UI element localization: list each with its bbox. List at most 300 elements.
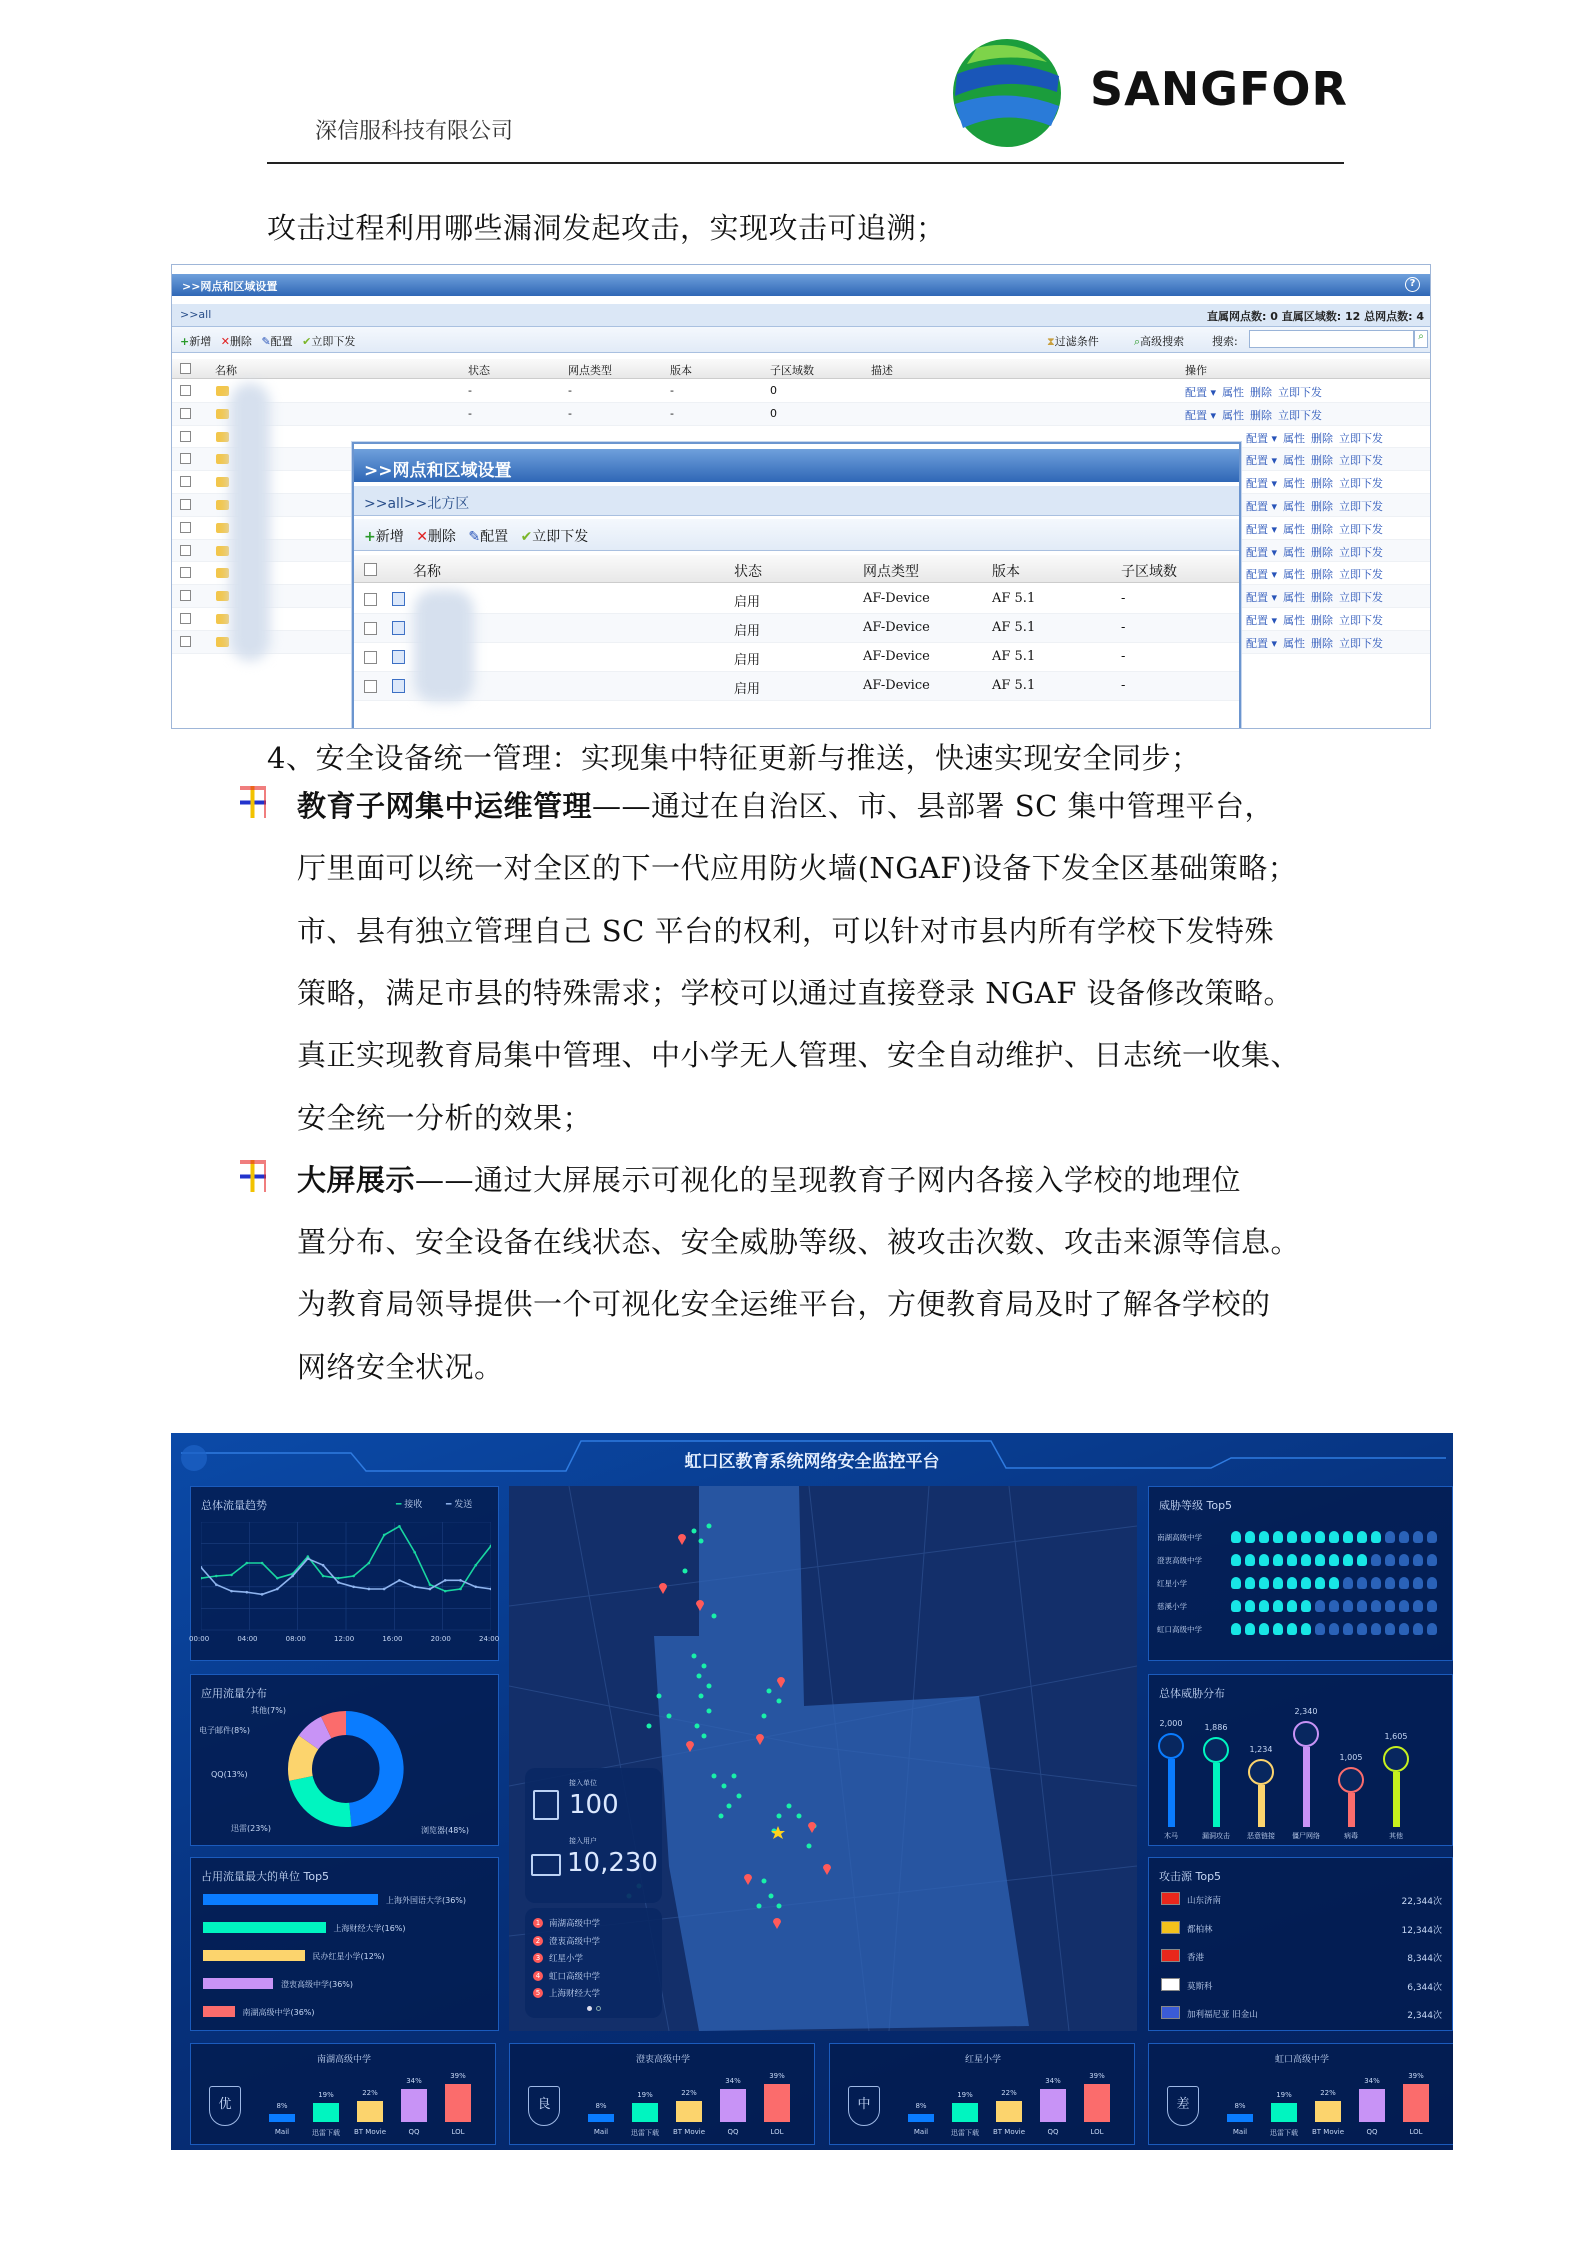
unit-bar: [203, 1922, 326, 1933]
school-dot: [692, 1654, 697, 1659]
action-config[interactable]: 配置 ▾: [1246, 545, 1278, 559]
app-bar-value: 22%: [681, 2088, 697, 2097]
breadcrumb-all[interactable]: >>all: [180, 308, 212, 321]
add-button[interactable]: 新增: [375, 529, 404, 545]
folder-icon: [216, 477, 229, 487]
app-bar-label: BT Movie: [672, 2128, 706, 2136]
column-header[interactable]: 网点类型: [863, 564, 919, 580]
column-header[interactable]: 状态: [734, 564, 762, 580]
advanced-search-button[interactable]: [1134, 333, 1184, 349]
action-config[interactable]: 配置 ▾: [1246, 431, 1278, 445]
action-props[interactable]: 属性: [1283, 522, 1306, 536]
skull-icon: [1371, 1577, 1381, 1589]
action-config[interactable]: 配置 ▾: [1185, 408, 1217, 422]
flag-icon: [1161, 1978, 1180, 1991]
app-bar: [1315, 2101, 1341, 2122]
row-actions: [1185, 407, 1328, 423]
threat-bar: [1213, 1763, 1220, 1827]
point-sent: [383, 1588, 386, 1591]
header-divider: [267, 162, 1344, 164]
action-props[interactable]: 属性: [1283, 591, 1306, 605]
bullet1-line: [297, 784, 1274, 825]
app-bar-value: 8%: [1234, 2102, 1246, 2111]
inner-breadcrumb[interactable]: >>all>>北方区: [354, 486, 1239, 516]
action-config[interactable]: 配置 ▾: [1246, 522, 1278, 536]
hex-logo-icon: [181, 1445, 207, 1471]
bullet1-text: 安全统一分析的效果；: [297, 1100, 593, 1135]
folder-icon: [216, 500, 229, 510]
alert-pin-icon: [659, 1583, 667, 1594]
company-name: 深信服科技有限公司: [315, 119, 514, 144]
action-delete[interactable]: 删除: [1311, 500, 1334, 513]
threat-dist-title: 总体威胁分布: [1159, 1687, 1225, 1700]
app-bar-value: 34%: [406, 2076, 422, 2085]
column-header[interactable]: 状态: [468, 364, 490, 377]
unit-bar: [203, 1894, 378, 1905]
device-icon: [392, 679, 405, 693]
action-delete[interactable]: 删除: [1311, 636, 1334, 650]
device-icon: [392, 592, 405, 606]
column-header[interactable]: 版本: [992, 564, 1020, 580]
app-bar: [313, 2103, 339, 2122]
flag-icon: [1161, 1949, 1180, 1962]
plus-icon: +: [364, 529, 376, 545]
point-sent: [245, 1591, 248, 1594]
action-deploy[interactable]: 立即下发: [1339, 568, 1384, 582]
search-label: 搜索:: [1212, 335, 1238, 348]
action-delete[interactable]: 删除: [1311, 545, 1334, 559]
row-checkbox[interactable]: [180, 613, 191, 624]
action-delete[interactable]: 删除: [1311, 454, 1334, 468]
skull-icon: [1399, 1623, 1409, 1635]
action-props[interactable]: 属性: [1222, 386, 1245, 399]
row-actions: [1246, 498, 1389, 514]
school-dot: [732, 1774, 737, 1779]
attack-source-title: 攻击源 Top5: [1159, 1870, 1222, 1883]
deploy-button[interactable]: 立即下发: [532, 529, 589, 545]
delete-button[interactable]: 删除: [427, 529, 456, 545]
point-received: [276, 1577, 279, 1580]
row-checkbox[interactable]: [180, 453, 191, 464]
folder-icon: [216, 454, 229, 464]
action-props[interactable]: 属性: [1283, 431, 1306, 445]
row-checkbox[interactable]: [180, 431, 191, 442]
action-deploy[interactable]: 立即下发: [1339, 522, 1384, 536]
school-name: 虹口高级中学: [1157, 1625, 1202, 1634]
check-icon: ✔: [302, 335, 312, 348]
action-deploy[interactable]: 立即下发: [1278, 408, 1323, 422]
column-header[interactable]: 子区域数: [1121, 564, 1177, 580]
action-delete[interactable]: 删除: [1311, 431, 1334, 445]
bullet1-text: 真正实现教育局集中管理、中小学无人管理、安全自动维护、日志统一收集、: [297, 1038, 1301, 1073]
table-row[interactable]: [354, 643, 1239, 672]
action-config[interactable]: 配置 ▾: [1246, 591, 1278, 605]
threat-value: 1,886: [1204, 1722, 1228, 1732]
source-place: 加利福尼亚 旧金山: [1187, 2010, 1258, 2020]
threat-value: 1,234: [1249, 1744, 1273, 1754]
row-checkbox[interactable]: [364, 593, 377, 606]
cell-status: 启用: [734, 653, 761, 668]
point-received: [383, 1534, 386, 1537]
school-dot: [692, 1529, 697, 1534]
donut-slice: [346, 1711, 404, 1827]
action-props[interactable]: 属性: [1283, 477, 1306, 491]
action-deploy[interactable]: 立即下发: [1339, 477, 1384, 491]
school-dot: [699, 1539, 704, 1544]
app-bar: [676, 2101, 702, 2122]
schools-count: 100: [569, 1790, 619, 1820]
row-checkbox[interactable]: [180, 636, 191, 647]
folder-icon: [216, 614, 229, 624]
action-props[interactable]: 属性: [1283, 614, 1306, 627]
x-tick-label: 00:00: [189, 1635, 210, 1643]
app-traffic-title: 应用流量分布: [201, 1687, 267, 1700]
column-header[interactable]: 描述: [871, 364, 893, 377]
app-bar: [720, 2089, 746, 2122]
action-props[interactable]: 属性: [1283, 636, 1306, 650]
point-sent: [276, 1588, 279, 1591]
school-panel: [829, 2043, 1135, 2145]
action-config[interactable]: 配置 ▾: [1246, 568, 1278, 582]
action-props[interactable]: 属性: [1283, 454, 1306, 468]
skull-icon: [1399, 1577, 1409, 1589]
select-all-checkbox[interactable]: [180, 363, 191, 374]
app-bar: [908, 2114, 934, 2122]
cell-type: AF-Device: [863, 620, 930, 635]
row-actions: [1246, 612, 1389, 628]
app-bar-label: QQ: [1047, 2128, 1059, 2136]
action-props[interactable]: 属性: [1283, 500, 1306, 513]
school-list-item[interactable]: 上海财经大学: [549, 1989, 601, 1999]
skull-icon: [1245, 1623, 1255, 1635]
skull-icon: [1231, 1577, 1241, 1589]
point-sent: [413, 1586, 416, 1589]
threat-bar: [1303, 1747, 1310, 1827]
cell-version: -: [670, 406, 674, 420]
app-bar-value: 19%: [1276, 2091, 1292, 2100]
threat-value: 2,340: [1294, 1707, 1318, 1716]
school-name: 红星小学: [1157, 1579, 1187, 1588]
outer-table-header: [172, 359, 1431, 379]
slice-name: 迅雷: [231, 1824, 247, 1833]
school-dot: [777, 1904, 782, 1909]
grade-shield-icon: 优: [209, 2086, 241, 2126]
slice-label: [251, 1705, 286, 1716]
column-header[interactable]: 名称: [413, 564, 441, 580]
bullet1-heading: 教育子网集中运维管理: [297, 789, 593, 823]
bullet-icon: [240, 1160, 266, 1192]
action-deploy[interactable]: 立即下发: [1339, 500, 1384, 513]
row-checkbox[interactable]: [180, 385, 191, 396]
unit-label: 澄衷高级中学(36%): [281, 1980, 354, 1989]
action-props[interactable]: 属性: [1222, 408, 1245, 422]
grade-shield-icon: 差: [1167, 2086, 1199, 2126]
action-deploy[interactable]: 立即下发: [1339, 591, 1384, 605]
add-button[interactable]: 新增: [189, 335, 212, 348]
x-tick-label: 12:00: [334, 1635, 355, 1643]
app-bar-label: LOL: [1409, 2128, 1423, 2136]
cell-sub: 0: [770, 406, 777, 420]
threat-level-panel: [1148, 1486, 1453, 1661]
skull-icon: [1231, 1531, 1241, 1543]
column-header[interactable]: 子区域数: [770, 364, 814, 377]
app-bar-value: 19%: [957, 2091, 973, 2100]
skull-icon: [1399, 1554, 1409, 1566]
page-dot[interactable]: [596, 2006, 601, 2011]
app-bar-label: Mail: [913, 2128, 929, 2136]
action-delete[interactable]: 删除: [1311, 568, 1334, 582]
bullet2-text: 网络安全状况。: [297, 1349, 504, 1384]
threat-dist-panel: [1148, 1674, 1453, 1846]
skull-icon: [1301, 1577, 1311, 1589]
action-delete[interactable]: 删除: [1311, 477, 1334, 491]
action-config[interactable]: 配置 ▾: [1185, 386, 1217, 399]
skull-icon: [1301, 1623, 1311, 1635]
deploy-button[interactable]: 立即下发: [311, 335, 356, 348]
cell-type: -: [568, 384, 572, 397]
folder-icon: [216, 523, 229, 533]
security-dashboard: [171, 1433, 1453, 2150]
logo-text: SANGFOR: [1090, 62, 1348, 116]
column-header[interactable]: 操作: [1185, 364, 1207, 377]
school-dot: [695, 1724, 700, 1729]
bullet1-line: [297, 909, 1274, 950]
folder-icon: [216, 432, 229, 442]
traffic-title: 总体流量趋势: [201, 1499, 267, 1512]
skull-icon: [1287, 1600, 1297, 1612]
school-dot: [707, 1709, 712, 1714]
action-delete[interactable]: 删除: [1250, 408, 1273, 422]
table-row[interactable]: [354, 585, 1239, 614]
threat-icon: [1383, 1746, 1409, 1772]
monitor-icon: [531, 1854, 561, 1876]
x-tick-label: 24:00: [479, 1635, 500, 1643]
search-input[interactable]: [1249, 330, 1414, 348]
action-deploy[interactable]: 立即下发: [1339, 545, 1384, 559]
cell-sub: 0: [770, 384, 777, 397]
action-props[interactable]: 属性: [1283, 568, 1306, 582]
app-bar: [632, 2103, 658, 2122]
school-panel-name: 南湖高级中学: [316, 2055, 371, 2065]
search-icon: ⌕: [1134, 335, 1141, 348]
action-deploy[interactable]: 立即下发: [1339, 614, 1384, 627]
skull-icon: [1357, 1623, 1367, 1635]
source-count: 2,344次: [1407, 2011, 1442, 2021]
action-props[interactable]: 属性: [1283, 545, 1306, 559]
outer-title: >>网点和区域设置: [182, 280, 278, 293]
school-dot: [727, 1804, 732, 1809]
point-sent: [444, 1579, 447, 1582]
source-count: 8,344次: [1407, 1954, 1442, 1964]
app-bar: [269, 2114, 295, 2122]
skull-icon: [1301, 1600, 1311, 1612]
app-bar-value: 8%: [276, 2102, 288, 2111]
row-checkbox[interactable]: [180, 522, 191, 533]
attack-source-panel: [1148, 1857, 1453, 2031]
site-stats: 直属网点数: 0 直属区域数: 12 总网点数: 4: [1207, 310, 1424, 323]
school-dot: [702, 1664, 707, 1669]
row-checkbox[interactable]: [180, 476, 191, 487]
row-checkbox[interactable]: [364, 622, 377, 635]
school-list-item[interactable]: 澄衷高级中学: [549, 1936, 601, 1947]
skull-icon: [1357, 1577, 1367, 1589]
app-bar: [1084, 2084, 1110, 2122]
row-actions: [1246, 589, 1389, 605]
select-all-checkbox[interactable]: [364, 563, 377, 576]
action-config[interactable]: 配置 ▾: [1246, 614, 1278, 627]
row-actions: [1246, 566, 1389, 582]
skull-icon: [1427, 1577, 1437, 1589]
column-header[interactable]: 版本: [670, 364, 692, 377]
users-count: 10,230: [567, 1848, 658, 1878]
source-place: 都柏林: [1187, 1924, 1213, 1935]
school-dot: [787, 1804, 792, 1809]
action-deploy[interactable]: 立即下发: [1339, 636, 1384, 650]
bullet1-line: [297, 1033, 1300, 1074]
app-bar: [401, 2089, 427, 2122]
threat-value: 1,605: [1384, 1732, 1408, 1742]
point-sent: [307, 1557, 310, 1560]
action-deploy[interactable]: 立即下发: [1278, 386, 1323, 399]
skull-icon: [1315, 1577, 1325, 1589]
school-dot: [712, 1774, 717, 1779]
x-tick-label: 08:00: [285, 1635, 306, 1643]
row-checkbox[interactable]: [364, 680, 377, 693]
column-header[interactable]: 名称: [215, 364, 237, 377]
row-checkbox[interactable]: [180, 408, 191, 419]
school-dot: [777, 1699, 782, 1704]
app-bar-label: LOL: [770, 2128, 784, 2136]
column-header[interactable]: 网点类型: [568, 364, 612, 377]
skull-icon: [1385, 1600, 1395, 1612]
action-delete[interactable]: 删除: [1311, 614, 1334, 627]
action-config[interactable]: 配置 ▾: [1246, 477, 1278, 491]
row-checkbox[interactable]: [364, 651, 377, 664]
redacted-names: [414, 590, 474, 702]
school-list-card: [525, 1908, 662, 2018]
delete-button[interactable]: 删除: [229, 335, 252, 348]
check-icon: ✔: [520, 529, 533, 545]
slice-name: 浏览器: [421, 1826, 445, 1835]
threat-label: 恶意链接: [1247, 1832, 1275, 1840]
skull-icon: [1259, 1623, 1269, 1635]
action-delete[interactable]: 删除: [1311, 522, 1334, 536]
cell-version: AF 5.1: [992, 678, 1036, 693]
action-delete[interactable]: 删除: [1311, 591, 1334, 605]
app-bar-value: 22%: [362, 2088, 378, 2097]
school-list-item[interactable]: 虹口高级中学: [549, 1971, 601, 1982]
threat-label: 其他: [1389, 1832, 1403, 1840]
bullet2-line: [297, 1345, 504, 1386]
bullet1-line: [297, 971, 1293, 1012]
threat-bar: [1168, 1759, 1175, 1827]
action-config[interactable]: 配置 ▾: [1246, 500, 1278, 513]
app-bar-label: Mail: [1232, 2128, 1248, 2136]
skull-icon: [1287, 1531, 1297, 1543]
help-icon[interactable]: ?: [1405, 277, 1420, 292]
school-dot: [807, 1844, 812, 1849]
threat-icon: [1338, 1767, 1364, 1793]
cell-sub: -: [1121, 591, 1126, 606]
school-panel: [190, 2043, 496, 2145]
row-checkbox[interactable]: [180, 499, 191, 510]
rank-pin-icon: 5: [533, 1988, 543, 1998]
action-config[interactable]: 配置 ▾: [1246, 636, 1278, 650]
school-list-item[interactable]: 南湖高级中学: [549, 1919, 601, 1929]
threat-bar: [1258, 1785, 1265, 1827]
dashboard-title: 虹口区教育系统网络安全监控平台: [684, 1452, 940, 1472]
point-received: [368, 1562, 371, 1565]
app-bar-label: BT Movie: [1311, 2128, 1345, 2136]
table-row[interactable]: [354, 614, 1239, 643]
skull-icon: [1357, 1531, 1367, 1543]
skull-icon: [1371, 1623, 1381, 1635]
table-row[interactable]: [354, 672, 1239, 701]
table-row[interactable]: [172, 403, 1431, 426]
action-deploy[interactable]: 立即下发: [1339, 454, 1384, 468]
point-sent: [429, 1588, 432, 1591]
app-bar-value: 34%: [1364, 2076, 1380, 2085]
point-received: [322, 1575, 325, 1578]
bullet1-text: 市、县有独立管理自己 SC 平台的权利，可以针对市县内所有学校下发特殊: [297, 913, 1274, 948]
page-dot-active[interactable]: [587, 2006, 592, 2011]
legend-received: ━ 接收: [396, 1500, 423, 1510]
wrench-icon: ✎: [261, 335, 271, 348]
skull-icon: [1273, 1600, 1283, 1612]
row-checkbox[interactable]: [180, 567, 191, 578]
action-delete[interactable]: 删除: [1250, 386, 1273, 399]
filter-button[interactable]: [1047, 333, 1099, 349]
config-button[interactable]: 配置: [270, 335, 293, 348]
skull-icon: [1413, 1531, 1423, 1543]
row-checkbox[interactable]: [180, 545, 191, 556]
school-dot: [762, 1879, 767, 1884]
config-button[interactable]: 配置: [480, 529, 509, 545]
school-list-item[interactable]: 红星小学: [549, 1954, 584, 1964]
rank-pin-icon: 4: [533, 1971, 543, 1981]
folder-icon: [216, 546, 229, 556]
point-sent: [337, 1581, 340, 1584]
app-traffic-donut: [271, 1697, 421, 1842]
school-map[interactable]: [509, 1486, 1137, 2031]
action-config[interactable]: 配置 ▾: [1246, 454, 1278, 468]
app-bar-value: 19%: [637, 2091, 653, 2100]
skull-icon: [1315, 1531, 1325, 1543]
slice-name: 电子邮件: [199, 1726, 231, 1735]
app-bar-value: 39%: [1408, 2072, 1424, 2080]
skull-icon: [1385, 1623, 1395, 1635]
point-received: [474, 1564, 477, 1567]
cell-type: AF-Device: [863, 649, 930, 664]
folder-icon: [216, 409, 229, 419]
action-deploy[interactable]: 立即下发: [1339, 431, 1384, 445]
search-submit-icon[interactable]: ⌕: [1414, 330, 1428, 348]
school-dot: [657, 1694, 662, 1699]
filter-label: 过滤条件: [1054, 335, 1099, 348]
unit-bar: [203, 1950, 305, 1961]
point-sent: [261, 1593, 264, 1596]
threat-label: 病毒: [1344, 1832, 1358, 1840]
schools-label: 接入单位: [569, 1779, 597, 1787]
app-bar-value: 34%: [1045, 2076, 1061, 2085]
donut-slice: [289, 1776, 351, 1827]
source-place: 莫斯科: [1187, 1981, 1213, 1992]
table-row[interactable]: [172, 380, 1431, 403]
app-bar-label: Mail: [274, 2128, 290, 2136]
row-checkbox[interactable]: [180, 590, 191, 601]
skull-icon: [1301, 1531, 1311, 1543]
app-bar-value: 22%: [1001, 2088, 1017, 2097]
